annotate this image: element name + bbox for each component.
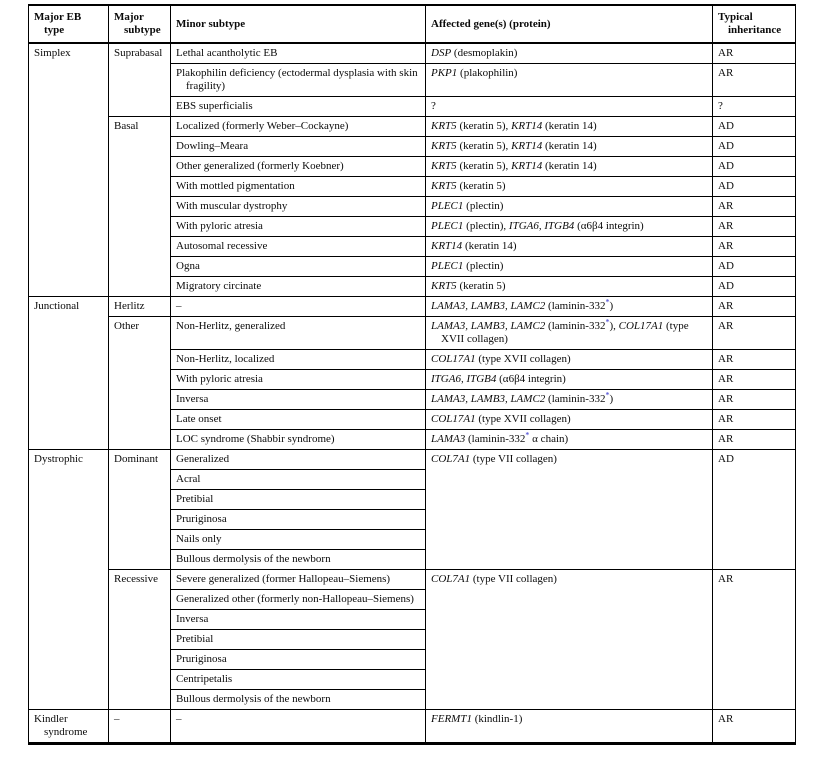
gene-symbol: FERMT1 [431,713,472,725]
table-row [29,710,796,744]
table-row [29,450,796,470]
cell-text: (laminin-332 [545,320,606,332]
cell-text: Pretibial [176,493,214,505]
cell-text: Pretibial [176,633,214,645]
cell-minor-subtype [171,157,426,177]
cell-text: EBS superficialis [176,100,253,112]
cell-minor-subtype [171,137,426,157]
gene-symbol: PKP1 [431,67,458,79]
gene-symbol: KRT14 [431,240,463,252]
cell-genes [426,197,713,217]
cell-minor-subtype [171,570,426,590]
cell-text: Bullous dermolysis of the newborn [176,693,331,705]
cell-genes [426,430,713,450]
cell-inheritance [713,64,796,97]
cell-text: AD [718,160,734,172]
cell-major-eb-type [29,43,109,297]
cell-text: With mottled pigmentation [176,180,295,192]
footnote-marker-link[interactable]: * [605,297,610,307]
cell-minor-subtype [171,610,426,630]
cell-minor-subtype [171,350,426,370]
cell-inheritance [713,430,796,450]
cell-genes [426,117,713,137]
cell-text: Severe generalized (former Hallopeau–Siemens) [176,573,391,585]
header-row [29,5,796,43]
cell-text: (plectin) [463,260,504,272]
cell-genes [426,450,713,570]
cell-text: (laminin-332 [545,393,606,405]
gene-symbol: KRT14 [511,140,543,152]
cell-text: LOC syndrome (Shabbir syndrome) [176,433,335,445]
gene-symbol: KRT14 [511,120,543,132]
cell-text: (type XVII collagen) [475,413,571,425]
cell-minor-subtype [171,670,426,690]
cell-text: – [176,300,182,312]
cell-text: Autosomal recessive [176,240,268,252]
cell-inheritance [713,237,796,257]
cell-genes [426,257,713,277]
cell-text: (keratin 5), [456,160,512,172]
cell-minor-subtype [171,237,426,257]
gene-symbol: LAMA3, LAMB3, LAMC2 [431,300,546,312]
cell-minor-subtype [171,530,426,550]
cell-genes [426,157,713,177]
cell-text: Non-Herlitz, generalized [176,320,286,332]
cell-text: (keratin 14) [542,160,597,172]
cell-minor-subtype [171,430,426,450]
cell-text: (keratin 14) [542,120,597,132]
cell-genes [426,390,713,410]
cell-text: Generalized other (formerly non-Hallopeau–Siemens) [176,593,414,605]
cell-text: (desmoplakin) [451,47,518,59]
cell-text: Generalized [176,453,230,465]
cell-text: (laminin-332 [545,300,606,312]
cell-minor-subtype [171,370,426,390]
cell-text: Nails only [176,533,222,545]
gene-symbol: COL17A1 [431,413,476,425]
cell-minor-subtype [171,317,426,350]
cell-minor-subtype [171,43,426,64]
cell-text: (type VII collagen) [470,453,557,465]
cell-inheritance [713,97,796,117]
cell-major-subtype [109,117,171,297]
cell-inheritance [713,177,796,197]
gene-symbol: COL7A1 [431,453,471,465]
footnote-marker-link[interactable]: * [605,390,610,400]
eb-classification-table [28,4,796,745]
col-header-major-eb-type: Major EB type [29,5,109,43]
cell-genes [426,710,713,744]
cell-text: With pyloric atresia [176,220,263,232]
cell-genes [426,317,713,350]
cell-text: AD [718,280,734,292]
cell-text: Recessive [114,573,158,585]
cell-minor-subtype [171,590,426,610]
gene-symbol: KRT5 [431,140,457,152]
cell-minor-subtype [171,217,426,237]
cell-text: (kindlin-1) [471,713,523,725]
cell-inheritance [713,450,796,570]
cell-minor-subtype [171,630,426,650]
cell-text: AD [718,120,734,132]
gene-symbol: ITGA6, ITGB4 [508,220,575,232]
footnote-marker-link[interactable]: * [605,317,610,327]
cell-minor-subtype [171,277,426,297]
classification-table [28,4,796,745]
cell-text: AR [718,573,734,585]
cell-text: Localized (formerly Weber–Cockayne) [176,120,349,132]
cell-text: Bullous dermolysis of the newborn [176,553,331,565]
cell-text: (plakophilin) [457,67,518,79]
col-header-minor-subtype: Minor subtype [171,5,426,43]
gene-symbol: COL7A1 [431,573,471,585]
cell-text: With muscular dystrophy [176,200,288,212]
cell-minor-subtype [171,710,426,744]
col-header-typical-inheritance: Typical inheritance [713,5,796,43]
cell-inheritance [713,297,796,317]
cell-major-subtype [109,317,171,450]
cell-text: Dowling–Meara [176,140,249,152]
cell-text: Kindler syndrome [34,713,88,738]
cell-text: (α6β4 integrin) [574,220,644,232]
cell-minor-subtype [171,117,426,137]
cell-genes [426,217,713,237]
cell-inheritance [713,370,796,390]
gene-symbol: PLEC1 [431,220,464,232]
gene-symbol: COL17A1 [431,353,476,365]
cell-text: (plectin) [463,200,504,212]
cell-text: AR [718,373,734,385]
table-row [29,117,796,137]
cell-genes [426,43,713,64]
table-body [29,43,796,744]
cell-text: Ogna [176,260,200,272]
cell-minor-subtype [171,197,426,217]
cell-major-eb-type [29,710,109,744]
cell-text: Suprabasal [114,47,163,59]
cell-text: Basal [114,120,139,132]
cell-text: (keratin 5), [456,120,512,132]
cell-text: (keratin 5) [456,180,506,192]
cell-inheritance [713,217,796,237]
cell-inheritance [713,197,796,217]
cell-genes [426,137,713,157]
cell-genes [426,177,713,197]
cell-inheritance [713,317,796,350]
cell-text: – [114,713,120,725]
gene-symbol: DSP [431,47,452,59]
gene-symbol: LAMA3 [431,433,466,445]
cell-text: Junctional [34,300,80,312]
cell-inheritance [713,157,796,177]
cell-text: AR [718,240,734,252]
gene-symbol: KRT5 [431,280,457,292]
cell-text: ? [431,100,436,112]
col-header-affected-genes: Affected gene(s) (protein) [426,5,713,43]
cell-inheritance [713,137,796,157]
cell-text: ) [609,393,614,405]
col-header-major-subtype: Major subtype [109,5,171,43]
cell-major-subtype [109,570,171,710]
cell-genes [426,410,713,430]
cell-text: Non-Herlitz, localized [176,353,275,365]
cell-genes [426,297,713,317]
cell-minor-subtype [171,64,426,97]
cell-text: – [176,713,182,725]
cell-text: Centripetalis [176,673,233,685]
cell-inheritance [713,410,796,430]
cell-text: AR [718,300,734,312]
cell-text: Other generalized (formerly Koebner) [176,160,344,172]
cell-minor-subtype [171,550,426,570]
cell-text: (type XVII collagen) [441,320,689,345]
cell-inheritance [713,710,796,744]
cell-genes [426,237,713,257]
cell-text: (type VII collagen) [470,573,557,585]
cell-text: Inversa [176,393,209,405]
cell-text: AR [718,320,734,332]
cell-text: ), [609,320,619,332]
cell-genes [426,97,713,117]
cell-text: (laminin-332 [465,433,526,445]
cell-text: Inversa [176,613,209,625]
gene-symbol: KRT5 [431,180,457,192]
cell-text: Other [114,320,140,332]
cell-minor-subtype [171,97,426,117]
cell-text: Lethal acantholytic EB [176,47,278,59]
gene-symbol: PLEC1 [431,260,464,272]
cell-genes [426,350,713,370]
footnote-marker-link[interactable]: * [525,430,530,440]
cell-inheritance [713,117,796,137]
cell-text: (keratin 14) [542,140,597,152]
cell-minor-subtype [171,177,426,197]
cell-major-eb-type [29,297,109,450]
cell-text: Acral [176,473,201,485]
cell-text: (keratin 14) [462,240,517,252]
cell-inheritance [713,390,796,410]
cell-text: (plectin), [463,220,509,232]
cell-text: Migratory circinate [176,280,262,292]
cell-genes [426,64,713,97]
cell-minor-subtype [171,390,426,410]
table-header [29,5,796,43]
cell-inheritance [713,570,796,710]
gene-symbol: PLEC1 [431,200,464,212]
cell-minor-subtype [171,510,426,530]
cell-text: Herlitz [114,300,145,312]
cell-text: AR [718,433,734,445]
gene-symbol: KRT5 [431,120,457,132]
cell-text: (type XVII collagen) [475,353,571,365]
cell-text: AR [718,353,734,365]
table-row [29,570,796,590]
gene-symbol: LAMA3, LAMB3, LAMC2 [431,393,546,405]
cell-minor-subtype [171,257,426,277]
cell-text: Late onset [176,413,222,425]
cell-major-subtype [109,297,171,317]
cell-minor-subtype [171,650,426,670]
gene-symbol: COL17A1 [618,320,664,332]
cell-minor-subtype [171,297,426,317]
cell-text: ? [718,100,723,112]
cell-minor-subtype [171,690,426,710]
cell-minor-subtype [171,410,426,430]
cell-genes [426,570,713,710]
gene-symbol: LAMA3, LAMB3, LAMC2 [431,320,546,332]
cell-major-eb-type [29,450,109,710]
cell-text: Pruriginosa [176,513,227,525]
cell-text: AR [718,413,734,425]
cell-text: AD [718,453,734,465]
cell-text: Simplex [34,47,71,59]
cell-text: AR [718,200,734,212]
cell-text: (keratin 5) [456,280,506,292]
cell-text: AR [718,47,734,59]
cell-major-subtype [109,710,171,744]
cell-text: Dominant [114,453,158,465]
cell-text: AD [718,140,734,152]
cell-text: AD [718,260,734,272]
table-row [29,43,796,64]
gene-symbol: KRT14 [511,160,543,172]
table-row [29,317,796,350]
cell-text: AR [718,67,734,79]
cell-inheritance [713,277,796,297]
cell-text: (keratin 5), [456,140,512,152]
cell-text: α chain) [529,433,569,445]
cell-minor-subtype [171,490,426,510]
gene-symbol: KRT5 [431,160,457,172]
cell-inheritance [713,257,796,277]
cell-major-subtype [109,43,171,117]
cell-text: ) [609,300,614,312]
cell-inheritance [713,350,796,370]
cell-major-subtype [109,450,171,570]
cell-text: With pyloric atresia [176,373,263,385]
cell-text: Pruriginosa [176,653,227,665]
cell-text: AR [718,393,734,405]
cell-minor-subtype [171,470,426,490]
cell-text: AR [718,713,734,725]
cell-genes [426,277,713,297]
cell-text: AR [718,220,734,232]
cell-minor-subtype [171,450,426,470]
cell-genes [426,370,713,390]
gene-symbol: ITGA6, ITGB4 [431,373,497,385]
cell-inheritance [713,43,796,64]
table-row [29,297,796,317]
cell-text: (α6β4 integrin) [496,373,566,385]
cell-text: AD [718,180,734,192]
cell-text: Dystrophic [34,453,83,465]
cell-text: Plakophilin deficiency (ectodermal dysplasia with skin fragility) [176,67,418,92]
